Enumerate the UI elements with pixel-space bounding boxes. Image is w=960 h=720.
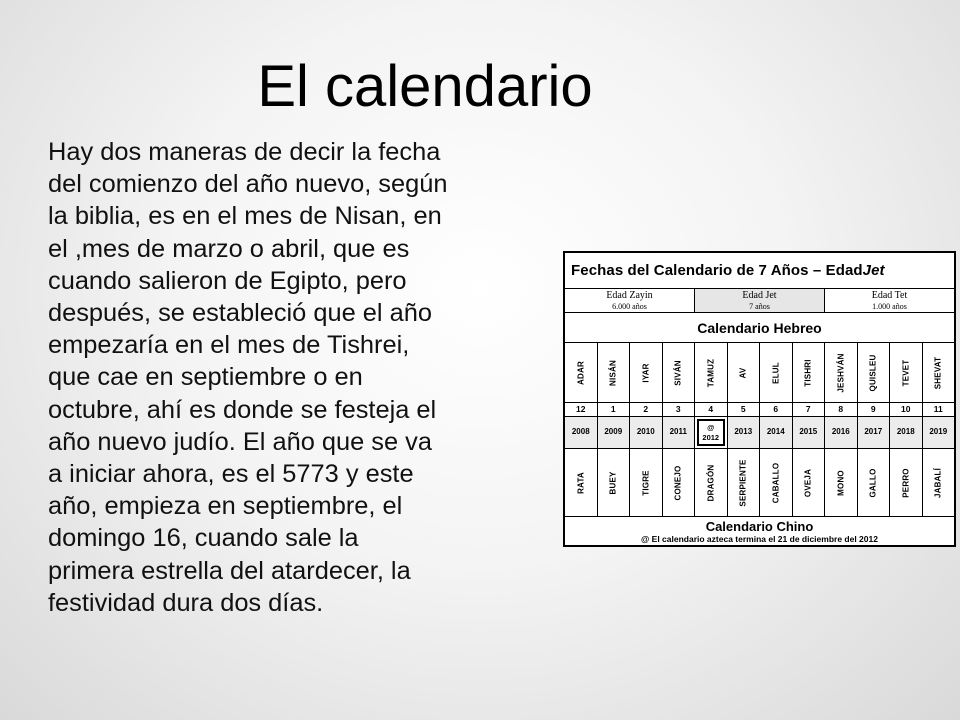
body-line: a iniciar ahora, es el 5773 y este — [48, 460, 414, 489]
calendar-title-age: Jet — [862, 262, 885, 279]
month-label: ELUL — [771, 361, 781, 384]
body-line: festividad dura dos días. — [48, 588, 324, 617]
age-cell — [825, 289, 954, 312]
animal-label: PERRO — [901, 467, 911, 498]
month-numbers-row — [565, 403, 954, 417]
year-label: 2017 — [864, 427, 883, 436]
selected-year-box — [697, 419, 725, 446]
age-cell — [565, 289, 695, 312]
month-label: NISÁN — [608, 359, 618, 386]
body-line: año, empieza en septiembre, el — [48, 492, 403, 521]
calendar-cell — [858, 403, 891, 416]
animal-label: OVEJA — [803, 468, 813, 497]
calendar-cell — [923, 343, 955, 402]
calendar-cell — [760, 449, 793, 516]
year-label: 2018 — [896, 427, 915, 436]
animal-label: CABALLO — [771, 462, 781, 503]
body-line: primera estrella del atardecer, la — [48, 556, 411, 585]
month-label: SHEVAT — [933, 356, 943, 389]
calendar-cell — [630, 343, 663, 402]
calendar-cell — [565, 403, 598, 416]
calendar-cell — [825, 449, 858, 516]
month-number: 4 — [708, 404, 714, 414]
age-cell — [695, 289, 825, 312]
body-line: octubre, ahí es donde se festeja el — [48, 395, 437, 424]
month-number: 6 — [773, 404, 779, 414]
calendar-cell — [663, 449, 696, 516]
body-line: después, se estableció que el año — [48, 299, 432, 328]
animal-label: RATA — [576, 471, 586, 494]
year-cell — [565, 417, 598, 448]
calendar-footnote: @ El calendario azteca termina el 21 de diciembre del 2012 — [641, 534, 878, 544]
animal-label: TIGRE — [641, 469, 651, 496]
month-number: 9 — [870, 404, 876, 414]
calendar-cell — [793, 449, 826, 516]
year-label: 2009 — [604, 427, 623, 436]
year-cell — [890, 417, 923, 448]
month-label: TISHRI — [803, 358, 813, 387]
years-row — [565, 417, 954, 449]
calendar-cell — [890, 403, 923, 416]
calendar-cell — [728, 343, 761, 402]
hebrew-calendar-header: Calendario Hebreo — [565, 313, 954, 343]
month-label: TAMUZ — [706, 358, 716, 387]
calendar-cell — [858, 343, 891, 402]
year-cell — [695, 417, 728, 448]
month-number: 1 — [610, 404, 616, 414]
body-line: Hay dos maneras de decir la fecha — [48, 138, 441, 166]
calendar-cell — [890, 449, 923, 516]
chinese-calendar-header: Calendario Chino — [705, 519, 814, 534]
body-line: cuando salieron de Egipto, pero — [48, 266, 407, 295]
month-label: IYAR — [641, 362, 651, 383]
calendar-cell — [695, 449, 728, 516]
year-label: 2008 — [571, 427, 590, 436]
body-line: la biblia, es en el mes de Nisan, en — [48, 202, 442, 231]
animal-label: MONO — [836, 469, 846, 496]
year-cell — [663, 417, 696, 448]
month-label: SIVÁN — [673, 359, 683, 386]
month-number: 10 — [901, 404, 911, 414]
age-years: 1.000 años — [872, 302, 907, 311]
selected-year-mark: @ — [707, 422, 715, 432]
calendar-cell — [695, 343, 728, 402]
calendar-cell — [728, 449, 761, 516]
animal-label: CONEJO — [673, 465, 683, 500]
animal-label: SERPIENTE — [738, 458, 748, 507]
calendar-title-prefix: Fechas del Calendario de 7 Años – Edad — [571, 262, 863, 279]
month-number: 7 — [805, 404, 811, 414]
calendar-cell — [858, 449, 891, 516]
animal-label: BUEY — [608, 470, 618, 495]
chinese-calendar-footer — [565, 517, 954, 547]
calendar-cell — [598, 403, 631, 416]
calendar-cell — [695, 403, 728, 416]
month-number: 2 — [643, 404, 649, 414]
animal-label: JABALÍ — [933, 467, 943, 498]
month-number: 8 — [838, 404, 844, 414]
age-years: 7 años — [749, 302, 770, 311]
age-name: Edad Zayin — [606, 290, 653, 301]
animals-row — [565, 449, 954, 517]
year-cell — [825, 417, 858, 448]
calendar-cell — [728, 403, 761, 416]
calendar-cell — [565, 343, 598, 402]
month-label: JESHVÁN — [836, 352, 846, 393]
year-cell — [598, 417, 631, 448]
month-number: 11 — [933, 404, 943, 414]
calendar-cell — [825, 403, 858, 416]
body-line: empezaría en el mes de Tishrei, — [48, 331, 410, 360]
calendar-cell — [793, 403, 826, 416]
month-label: TEVET — [901, 359, 911, 386]
year-cell — [858, 417, 891, 448]
body-line: año nuevo judío. El año que se va — [48, 427, 432, 456]
calendar-cell — [598, 449, 631, 516]
body-line: domingo 16, cuando sale la — [48, 524, 359, 553]
body-text — [48, 136, 558, 619]
calendar-cell — [793, 343, 826, 402]
calendar-cell — [825, 343, 858, 402]
calendar-cell — [565, 449, 598, 516]
year-label: 2012 — [702, 432, 720, 442]
age-years: 6.000 años — [612, 302, 647, 311]
calendar-cell — [890, 343, 923, 402]
age-name: Edad Tet — [871, 290, 908, 301]
year-label: 2010 — [636, 427, 655, 436]
calendar-cell — [923, 403, 955, 416]
month-label: QUISLEU — [868, 354, 878, 391]
calendar-cell — [923, 449, 955, 516]
calendar-cell — [663, 343, 696, 402]
calendar-cell — [663, 403, 696, 416]
year-label: 2014 — [766, 427, 785, 436]
year-label: 2011 — [669, 427, 687, 436]
year-cell — [793, 417, 826, 448]
slide-title: El calendario — [257, 54, 593, 119]
months-row — [565, 343, 954, 403]
calendar-cell — [630, 403, 663, 416]
animal-label: DRAGÓN — [706, 464, 716, 501]
calendar-cell — [630, 449, 663, 516]
year-label: 2015 — [799, 427, 818, 436]
year-cell — [728, 417, 761, 448]
year-cell — [630, 417, 663, 448]
month-label: AV — [738, 367, 748, 378]
calendar-cell — [760, 343, 793, 402]
month-number: 3 — [675, 404, 681, 414]
year-label: 2016 — [831, 427, 850, 436]
calendar-table — [563, 251, 956, 547]
year-cell — [760, 417, 793, 448]
year-label: 2013 — [734, 427, 753, 436]
month-number: 12 — [576, 404, 586, 414]
calendar-cell — [598, 343, 631, 402]
age-name: Edad Jet — [742, 290, 777, 301]
month-number: 5 — [740, 404, 746, 414]
body-line: el ,mes de marzo o abril, que es — [48, 234, 410, 263]
calendar-title — [565, 253, 954, 289]
animal-label: GALLO — [868, 468, 878, 497]
body-line: del comienzo del año nuevo, según — [48, 170, 448, 199]
body-line: que cae en septiembre o en — [48, 363, 363, 392]
year-label: 2019 — [929, 427, 948, 436]
year-cell — [923, 417, 955, 448]
calendar-cell — [760, 403, 793, 416]
ages-row — [565, 289, 954, 313]
month-label: ADAR — [576, 360, 586, 385]
